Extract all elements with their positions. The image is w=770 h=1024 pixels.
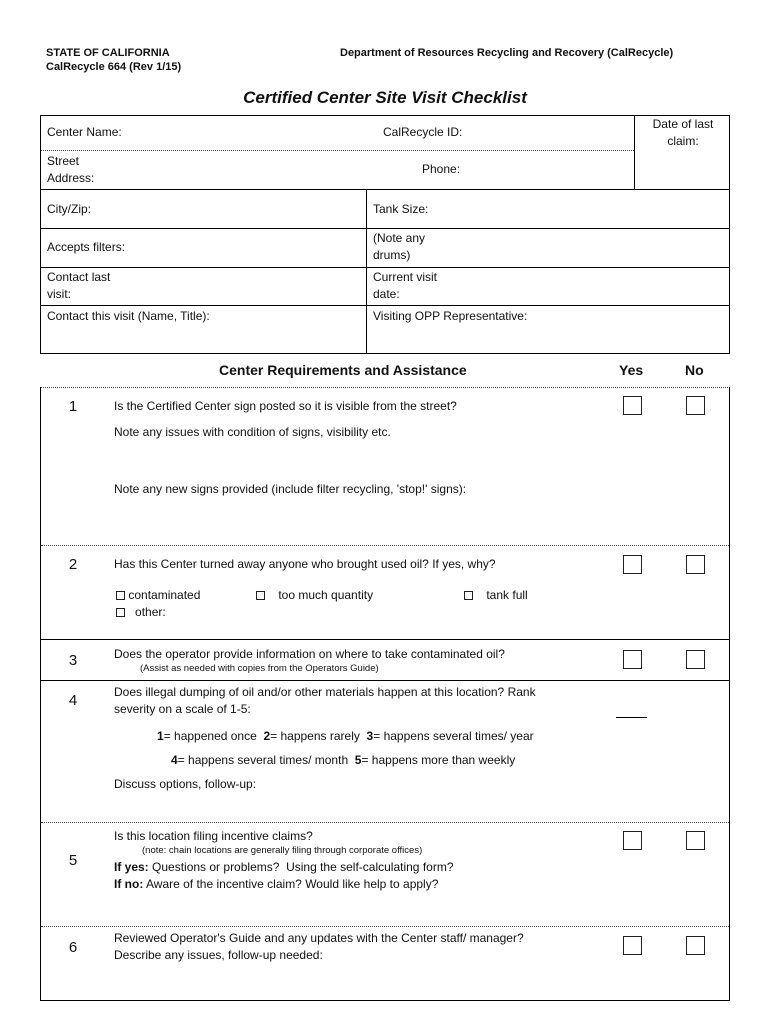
no-checkbox[interactable] — [686, 650, 705, 669]
yes-checkbox[interactable] — [623, 396, 642, 415]
scale-text: = happens several times/ month — [177, 753, 355, 767]
item-note: (Assist as needed with copies from the Operators Guide) — [140, 663, 379, 674]
center-name-label[interactable]: Center Name: — [47, 125, 122, 139]
note-any-label: (Note any — [373, 231, 426, 245]
scale-text: = happens rarely — [270, 729, 367, 743]
if-yes-line — [114, 859, 454, 876]
scale-number: 5 — [354, 753, 362, 767]
option-contaminated[interactable] — [116, 587, 200, 604]
section-title: Center Requirements and Assistance — [219, 362, 467, 378]
item-note-new-signs: Note any new signs provided (include filter recycling, 'stop!' signs): — [114, 482, 467, 496]
scale-number: 2 — [263, 729, 271, 743]
scale-number: 1 — [157, 729, 164, 743]
item-number: 1 — [68, 398, 78, 415]
scale-text: = happens more than weekly — [361, 753, 516, 767]
yes-checkbox[interactable] — [623, 831, 642, 850]
if-no-label: If no: — [114, 877, 144, 891]
scale-text: = happened once — [163, 729, 264, 743]
yes-checkbox[interactable] — [623, 936, 642, 955]
if-no-line — [114, 876, 438, 893]
yes-column-header: Yes — [619, 362, 644, 378]
no-checkbox[interactable] — [686, 555, 705, 574]
item-note: Note any issues with condition of signs, visibility etc. — [114, 425, 391, 439]
option-other[interactable] — [116, 604, 166, 621]
department-label: Department of Resources Recycling and Recovery (CalRecycle) — [340, 47, 674, 59]
yes-checkbox[interactable] — [623, 555, 642, 574]
contaminated-checkbox[interactable] — [116, 591, 125, 600]
no-column-header: No — [685, 362, 704, 378]
drums-label[interactable]: drums) — [373, 248, 411, 262]
item-question-cont: severity on a scale of 1-5: — [114, 702, 251, 716]
no-checkbox[interactable] — [686, 831, 705, 850]
severity-scale-line1 — [157, 728, 534, 745]
severity-scale-line2 — [171, 752, 515, 769]
street-label: Street — [47, 154, 80, 168]
item-question: Is this location filing incentive claims? — [114, 829, 313, 843]
option-label: contaminated — [128, 588, 201, 602]
date-last-claim-label[interactable]: Date of last claim: — [652, 117, 714, 148]
option-label: tank full — [486, 588, 528, 602]
tank-size-label[interactable]: Tank Size: — [373, 202, 429, 216]
item-number: 2 — [68, 556, 78, 573]
city-zip-label[interactable]: City/Zip: — [47, 202, 92, 216]
item-number: 3 — [68, 652, 78, 669]
visit-label[interactable]: visit: — [47, 287, 71, 301]
item-number: 4 — [68, 692, 78, 709]
yes-checkbox[interactable] — [623, 650, 642, 669]
other-checkbox[interactable] — [116, 608, 125, 617]
item-question: Does illegal dumping of oil and/or other materials happen at this location? Rank — [114, 685, 536, 699]
visiting-opp-label[interactable]: Visiting OPP Representative: — [373, 309, 528, 323]
item-question-cont: Describe any issues, follow-up needed: — [114, 948, 323, 962]
item-question: Reviewed Operator's Guide and any updates with the Center staff/ manager? — [114, 931, 524, 945]
item-question: Does the operator provide information on where to take contaminated oil? — [114, 647, 505, 661]
item-number: 6 — [68, 939, 78, 956]
item-note: (note: chain locations are generally filing through corporate offices) — [142, 845, 423, 856]
address-label[interactable]: Address: — [47, 171, 95, 185]
current-visit-label: Current visit — [373, 270, 438, 284]
scale-number: 4 — [171, 753, 178, 767]
phone-label[interactable]: Phone: — [422, 162, 461, 176]
if-yes-text: Questions or problems? Using the self-calculating form? — [148, 860, 454, 874]
if-no-text: Aware of the incentive claim? Would like help to apply? — [143, 877, 439, 891]
page-title: Certified Center Site Visit Checklist — [243, 88, 527, 107]
item-question: Is the Certified Center sign posted so it is visible from the street? — [114, 399, 457, 413]
scale-number: 3 — [366, 729, 374, 743]
calrecycle-id-label[interactable]: CalRecycle ID: — [383, 125, 463, 139]
state-label: STATE OF CALIFORNIA — [46, 47, 170, 59]
accepts-filters-label[interactable]: Accepts filters: — [47, 240, 126, 254]
discuss-label: Discuss options, follow-up: — [114, 777, 257, 791]
tank-full-checkbox[interactable] — [464, 591, 473, 600]
item-question: Has this Center turned away anyone who brought used oil? If yes, why? — [114, 557, 496, 571]
if-yes-label: If yes: — [114, 860, 149, 874]
severity-answer-line[interactable] — [616, 717, 647, 718]
no-checkbox[interactable] — [686, 936, 705, 955]
contact-last-label: Contact last — [47, 270, 111, 284]
no-checkbox[interactable] — [686, 396, 705, 415]
option-label: too much quantity — [278, 588, 374, 602]
date-label[interactable]: date: — [373, 287, 400, 301]
option-label: other: — [135, 605, 166, 619]
item-number: 5 — [68, 852, 78, 869]
contact-this-visit-label[interactable]: Contact this visit (Name, Title): — [47, 309, 210, 323]
scale-text: = happens several times/ year — [373, 729, 534, 743]
option-tank-full[interactable] — [464, 587, 528, 604]
option-too-much-quantity[interactable] — [256, 587, 373, 604]
too-much-quantity-checkbox[interactable] — [256, 591, 265, 600]
form-id: CalRecycle 664 (Rev 1/15) — [46, 61, 182, 73]
